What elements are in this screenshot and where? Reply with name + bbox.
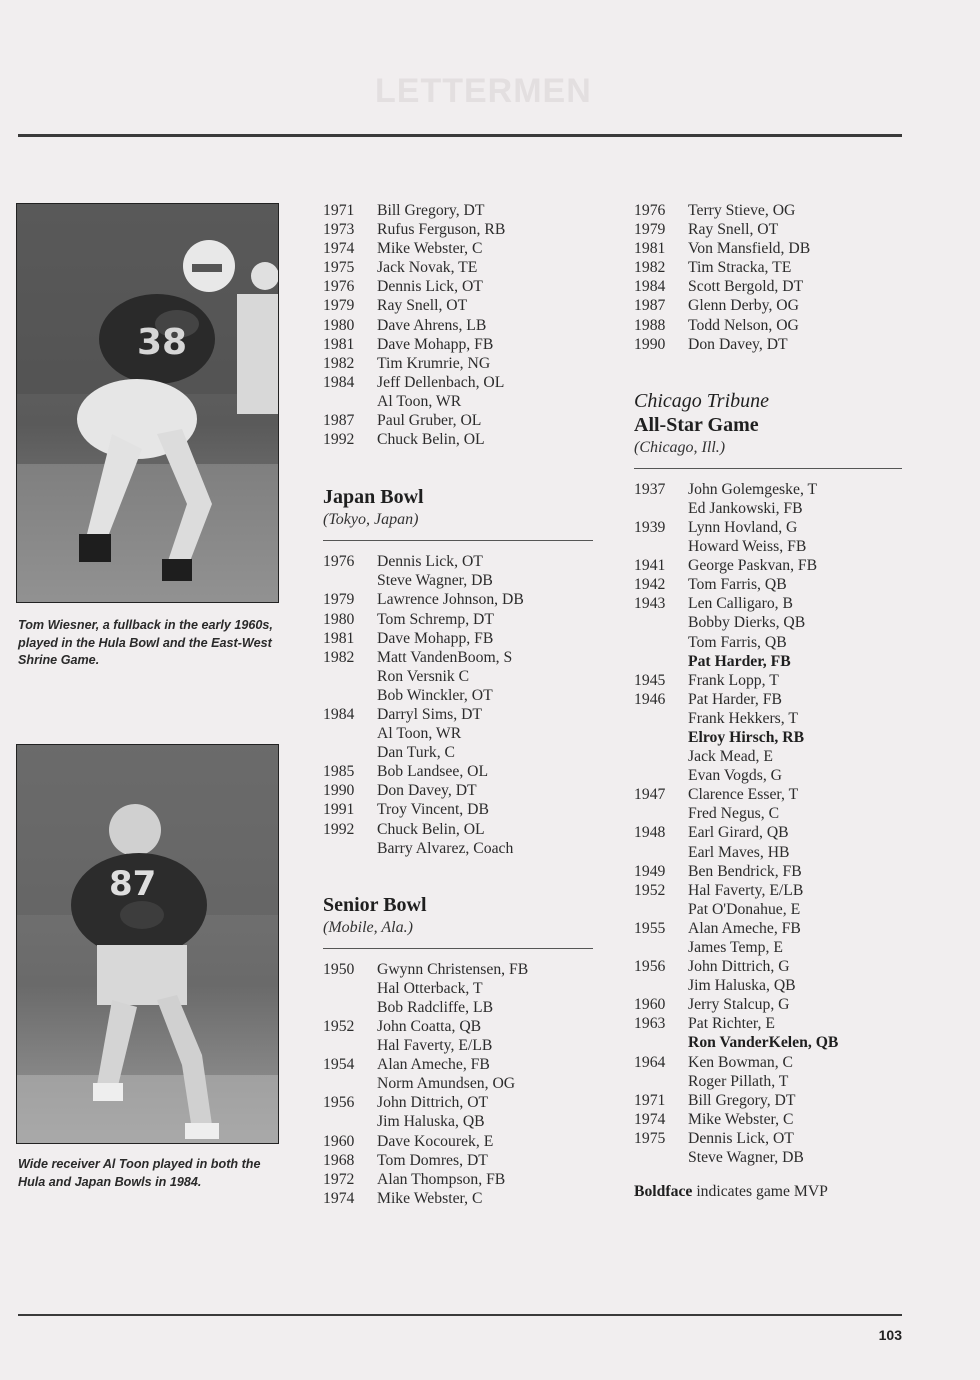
entry-name: Troy Vincent, DB <box>377 801 489 819</box>
entry-year: 1946 <box>634 690 666 708</box>
list-item <box>634 518 902 537</box>
entry-name: Dave Kocourek, E <box>377 1132 494 1150</box>
entry-year: 1976 <box>634 202 666 219</box>
entry-year: 1985 <box>323 763 355 781</box>
entry-year: 1984 <box>323 705 355 723</box>
entry-year: 1992 <box>323 431 355 449</box>
entry-name: Ken Bowman, C <box>688 1053 794 1071</box>
list-item <box>634 220 902 239</box>
entry-name: Ray Snell, OT <box>688 221 779 239</box>
list-item <box>634 862 902 881</box>
list-item <box>634 881 902 900</box>
entry-year: 1971 <box>323 202 355 219</box>
entry-year <box>634 1072 688 1091</box>
entry-name: Tom Domres, DT <box>377 1151 488 1169</box>
entry-year: 1979 <box>323 591 355 609</box>
entry-name: Bob Radcliffe, LB <box>377 998 494 1016</box>
entry-name: Jack Novak, TE <box>377 259 478 277</box>
list-item <box>323 667 593 686</box>
entry-name: Pat O'Donahue, E <box>688 900 801 918</box>
list-item <box>323 590 593 609</box>
senior-bowl-title: Senior Bowl <box>323 893 427 916</box>
entry-year: 1952 <box>323 1018 355 1035</box>
list-item <box>634 843 902 862</box>
list-item <box>634 499 902 518</box>
list-item <box>634 316 902 335</box>
mvp-note-text: indicates game MVP <box>692 1183 828 1201</box>
list-item <box>323 392 593 411</box>
jersey-number-38: 38 <box>137 322 188 363</box>
entry-year <box>323 839 377 858</box>
entry-name: Hal Faverty, E/LB <box>688 881 804 899</box>
list-item <box>323 373 593 392</box>
entry-name: Dennis Lick, OT <box>377 278 483 296</box>
senior-bowl-list <box>323 960 593 1208</box>
mvp-note-bold: Boldface <box>634 1183 693 1201</box>
list-item <box>323 686 593 705</box>
entry-name: Dennis Lick, OT <box>688 1129 794 1147</box>
entry-year: 1968 <box>323 1151 355 1169</box>
entry-year <box>323 1074 377 1093</box>
entry-name: Ron Versnik C <box>377 667 470 685</box>
entry-year: 1987 <box>323 412 355 430</box>
entry-name: Don Davey, DT <box>688 335 788 353</box>
top-rule <box>18 134 902 137</box>
japan-bowl-rule <box>323 540 593 541</box>
entry-name: Frank Lopp, T <box>688 671 779 689</box>
entry-name: John Golemgeske, T <box>688 480 818 498</box>
entry-year <box>323 686 377 705</box>
list-item <box>323 1132 593 1151</box>
entry-name: Evan Vogds, G <box>688 767 782 785</box>
list-item <box>323 201 593 220</box>
entry-year: 1988 <box>634 316 666 334</box>
entry-year: 1942 <box>634 576 666 594</box>
entry-year: 1976 <box>323 278 355 296</box>
list-item <box>323 296 593 315</box>
list-item <box>323 960 593 979</box>
entry-year: 1948 <box>634 824 666 842</box>
entry-name: Rufus Ferguson, RB <box>377 221 506 239</box>
senior-bowl-rule <box>323 948 593 949</box>
entry-name: Paul Gruber, OL <box>377 412 482 430</box>
entry-year <box>634 1033 688 1052</box>
entry-year: 1943 <box>634 595 666 613</box>
list-item <box>634 335 902 354</box>
entry-year: 1992 <box>323 820 355 838</box>
list-item <box>323 839 593 858</box>
entry-name: Pat Harder, FB <box>688 690 782 708</box>
entry-year: 1991 <box>323 801 355 819</box>
list-item <box>634 652 902 671</box>
entry-name: Mike Webster, C <box>377 240 483 258</box>
list-item <box>634 277 902 296</box>
list-item <box>634 480 902 499</box>
japan-bowl-list <box>323 552 593 858</box>
list-item <box>323 1170 593 1189</box>
list-item <box>634 995 902 1014</box>
list-item <box>323 258 593 277</box>
entry-year <box>634 499 688 518</box>
list-item <box>323 629 593 648</box>
entry-name: Tim Stracka, TE <box>688 259 792 277</box>
entry-name: Tim Krumrie, NG <box>377 354 491 372</box>
list-item <box>634 613 902 632</box>
entry-year: 1945 <box>634 671 666 689</box>
entry-year: 1979 <box>323 297 355 315</box>
entry-year: 1975 <box>634 1129 666 1147</box>
entry-name: Jim Haluska, QB <box>377 1113 485 1131</box>
entry-name: Von Mansfield, DB <box>688 240 811 258</box>
entry-year: 1990 <box>634 335 666 353</box>
list-item <box>634 201 902 220</box>
entry-name: Bob Landsee, OL <box>377 763 489 781</box>
entry-year <box>323 1112 377 1131</box>
chicago-tribune-title: Chicago Tribune <box>634 389 770 412</box>
entry-year: 1952 <box>634 881 666 899</box>
list-item <box>323 1093 593 1112</box>
list-item <box>323 1055 593 1074</box>
entry-year <box>323 743 377 762</box>
list-item <box>634 239 902 258</box>
entry-name: Hal Otterback, T <box>377 979 483 997</box>
list-item <box>634 823 902 842</box>
entry-name: Bill Gregory, DT <box>377 202 485 219</box>
entry-name: John Coatta, QB <box>377 1018 482 1035</box>
entry-name: Jim Haluska, QB <box>688 977 796 995</box>
list-item <box>323 335 593 354</box>
entry-year: 1980 <box>323 316 355 334</box>
entry-year: 1981 <box>634 240 666 258</box>
entry-year <box>323 724 377 743</box>
entry-year: 1980 <box>323 610 355 628</box>
list-item <box>634 1033 902 1052</box>
list-item <box>323 430 593 449</box>
entry-year: 1963 <box>634 1015 666 1033</box>
entry-name: Steve Wagner, DB <box>688 1149 804 1167</box>
list-item <box>323 979 593 998</box>
japan-bowl-title: Japan Bowl <box>323 486 424 509</box>
entry-year <box>634 938 688 957</box>
entry-year: 1956 <box>634 958 666 976</box>
entry-name: Scott Bergold, DT <box>688 278 804 296</box>
entry-year: 1990 <box>323 782 355 800</box>
list-item <box>634 296 902 315</box>
list-item <box>323 743 593 762</box>
list-item <box>323 1189 593 1208</box>
entry-year <box>634 804 688 823</box>
mvp-note <box>634 1182 902 1201</box>
list-item <box>634 1053 902 1072</box>
entry-year: 1974 <box>323 1189 355 1207</box>
list-item <box>634 785 902 804</box>
entry-name: Jerry Stalcup, G <box>688 996 790 1014</box>
entry-year <box>634 747 688 766</box>
entry-name: Bobby Dierks, QB <box>688 614 806 632</box>
list-item <box>323 354 593 373</box>
entry-name: Tom Farris, QB <box>688 576 787 594</box>
entry-name: Dave Mohapp, FB <box>377 335 494 353</box>
entry-year: 1979 <box>634 221 666 239</box>
list-item <box>634 633 902 652</box>
entry-name: Dave Mohapp, FB <box>377 629 494 647</box>
entry-year: 1941 <box>634 557 666 575</box>
entry-year <box>634 537 688 556</box>
list-item <box>323 411 593 430</box>
entry-year: 1973 <box>323 221 355 239</box>
entry-year: 1960 <box>634 996 666 1014</box>
entry-year: 1950 <box>323 960 355 978</box>
entry-year: 1984 <box>323 373 355 391</box>
entry-name: Roger Pillath, T <box>688 1072 789 1090</box>
entry-year <box>323 1036 377 1055</box>
east-west-continued-list <box>634 201 902 354</box>
entry-name: John Dittrich, G <box>688 958 790 976</box>
entry-name: Ed Jankowski, FB <box>688 499 803 517</box>
list-item <box>634 919 902 938</box>
list-item <box>634 1148 902 1167</box>
photo-tom-wiesner <box>16 203 279 603</box>
entry-year: 1964 <box>634 1053 666 1071</box>
chicago-rule <box>634 468 902 469</box>
list-item <box>323 1151 593 1170</box>
entry-name: Ben Bendrick, FB <box>688 862 802 880</box>
entry-name: Tom Schremp, DT <box>377 610 494 628</box>
chicago-all-star-list <box>634 480 902 1167</box>
entry-year: 1947 <box>634 786 666 804</box>
list-item <box>634 900 902 919</box>
list-item <box>323 220 593 239</box>
entry-name: George Paskvan, FB <box>688 557 818 575</box>
entry-year: 1974 <box>634 1110 666 1128</box>
page-number: 103 <box>878 1327 902 1343</box>
entry-year: 1982 <box>323 354 355 372</box>
entry-name-mvp: Ron VanderKelen, QB <box>688 1034 839 1052</box>
all-star-game-title: All-Star Game <box>634 413 759 436</box>
list-item <box>323 571 593 590</box>
list-item <box>323 705 593 724</box>
entry-year: 1982 <box>323 648 355 666</box>
entry-name-mvp: Pat Harder, FB <box>688 652 791 670</box>
entry-name: Al Toon, WR <box>377 392 462 410</box>
photo-caption-1: Tom Wiesner, a fullback in the early 1960s, played in the Hula Bowl and the East-West Shrine Game. <box>18 618 273 667</box>
entry-name: Norm Amundsen, OG <box>377 1075 516 1093</box>
entry-name: Dave Ahrens, LB <box>377 316 487 334</box>
entry-name: Ray Snell, OT <box>377 297 468 315</box>
entry-name-mvp: Elroy Hirsch, RB <box>688 728 805 746</box>
list-item <box>323 610 593 629</box>
entry-year <box>323 571 377 590</box>
list-item <box>323 1036 593 1055</box>
list-item <box>323 998 593 1017</box>
entry-year: 1981 <box>323 335 355 353</box>
list-item <box>323 820 593 839</box>
entry-name: Earl Maves, HB <box>688 843 790 861</box>
list-item <box>634 747 902 766</box>
entry-name: Fred Negus, C <box>688 805 780 823</box>
list-item <box>323 781 593 800</box>
list-item <box>323 1017 593 1036</box>
entry-name: James Temp, E <box>688 939 783 956</box>
entry-year: 1981 <box>323 629 355 647</box>
entry-year: 1949 <box>634 862 666 880</box>
entry-year: 1987 <box>634 297 666 315</box>
list-item <box>634 728 902 747</box>
entry-year <box>323 667 377 686</box>
list-item <box>634 1110 902 1129</box>
entry-name: Terry Stieve, OG <box>688 202 796 219</box>
list-item <box>323 552 593 571</box>
entry-year <box>634 633 688 652</box>
entry-name: Howard Weiss, FB <box>688 538 807 556</box>
entry-year <box>634 728 688 747</box>
entry-year <box>634 709 688 728</box>
list-item <box>323 724 593 743</box>
list-item <box>634 671 902 690</box>
list-item <box>634 690 902 709</box>
list-item <box>634 1014 902 1033</box>
list-item <box>634 537 902 556</box>
bottom-rule <box>18 1314 902 1316</box>
list-item <box>323 800 593 819</box>
column-middle <box>323 201 593 1208</box>
list-item <box>323 316 593 335</box>
list-item <box>323 239 593 258</box>
entry-year <box>634 843 688 862</box>
entry-name: Bob Winckler, OT <box>377 686 493 704</box>
list-item <box>634 594 902 613</box>
entry-name: Jack Mead, E <box>688 748 773 766</box>
list-item <box>323 277 593 296</box>
list-item <box>634 957 902 976</box>
faint-section-header: LETTERMEN <box>375 72 592 110</box>
photo-caption-2: Wide receiver Al Toon played in both the Hula and Japan Bowls in 1984. <box>18 1157 261 1189</box>
entry-name: Lynn Hovland, G <box>688 518 798 536</box>
list-item <box>634 804 902 823</box>
entry-name: Gwynn Christensen, FB <box>377 960 529 978</box>
column-right <box>634 201 902 1201</box>
entry-name: John Dittrich, OT <box>377 1094 489 1112</box>
chicago-location: (Chicago, Ill.) <box>634 438 726 456</box>
entry-year: 1937 <box>634 480 666 498</box>
list-item <box>323 1112 593 1131</box>
japan-bowl-location: (Tokyo, Japan) <box>323 511 419 529</box>
entry-year: 1982 <box>634 259 666 277</box>
entry-name: Barry Alvarez, Coach <box>377 839 514 857</box>
entry-year: 1956 <box>323 1094 355 1112</box>
entry-year <box>634 652 688 671</box>
entry-year <box>634 1148 688 1167</box>
entry-name: Frank Hekkers, T <box>688 709 798 727</box>
jersey-number-87: 87 <box>109 864 157 904</box>
entry-name: Lawrence Johnson, DB <box>377 591 524 609</box>
entry-year: 1984 <box>634 278 666 296</box>
entry-name: Darryl Sims, DT <box>377 705 483 723</box>
entry-name: Alan Ameche, FB <box>377 1056 490 1074</box>
entry-name: Glenn Derby, OG <box>688 297 799 315</box>
entry-name: Mike Webster, C <box>688 1110 794 1128</box>
entry-year: 1960 <box>323 1132 355 1150</box>
entry-name: Al Toon, WR <box>377 725 462 743</box>
entry-year: 1972 <box>323 1170 355 1188</box>
entry-year <box>634 976 688 995</box>
entry-name: Pat Richter, E <box>688 1015 775 1033</box>
entry-name: Alan Thompson, FB <box>377 1170 506 1188</box>
entry-name: Todd Nelson, OG <box>688 316 799 334</box>
entry-name: Hal Faverty, E/LB <box>377 1037 493 1055</box>
entry-name: Dan Turk, C <box>377 744 456 762</box>
list-item <box>323 1074 593 1093</box>
list-item <box>634 1072 902 1091</box>
entry-name: Bill Gregory, DT <box>688 1091 796 1109</box>
list-item <box>634 1129 902 1148</box>
entry-name: Don Davey, DT <box>377 782 477 800</box>
entry-name: Alan Ameche, FB <box>688 919 801 937</box>
list-item <box>323 762 593 781</box>
list-item <box>634 938 902 957</box>
entry-name: Chuck Belin, OL <box>377 820 485 838</box>
entry-year <box>323 998 377 1017</box>
entry-name: Steve Wagner, DB <box>377 572 493 590</box>
entry-year <box>634 613 688 632</box>
entry-year: 1974 <box>323 240 355 258</box>
entry-name: Chuck Belin, OL <box>377 431 485 449</box>
entry-name: Mike Webster, C <box>377 1189 483 1207</box>
photo-al-toon <box>16 744 279 1144</box>
entry-name: Jeff Dellenbach, OL <box>377 373 505 391</box>
entry-year: 1954 <box>323 1056 355 1074</box>
entry-name: Matt VandenBoom, S <box>377 648 513 666</box>
entry-year <box>634 766 688 785</box>
entry-year: 1976 <box>323 553 355 571</box>
senior-bowl-location: (Mobile, Ala.) <box>323 918 413 936</box>
entry-name: Dennis Lick, OT <box>377 553 483 571</box>
entry-year <box>634 900 688 919</box>
entry-year: 1975 <box>323 259 355 277</box>
entry-year: 1955 <box>634 919 666 937</box>
entry-year <box>323 979 377 998</box>
list-item <box>634 1091 902 1110</box>
entry-name: Tom Farris, QB <box>688 633 787 651</box>
list-item <box>634 976 902 995</box>
list-item <box>634 258 902 277</box>
list-item <box>634 575 902 594</box>
list-item <box>323 648 593 667</box>
entry-name: Earl Girard, QB <box>688 824 789 842</box>
hula-bowl-continued-list <box>323 201 593 449</box>
list-item <box>634 556 902 575</box>
list-item <box>634 766 902 785</box>
entry-name: Clarence Esser, T <box>688 786 799 804</box>
entry-name: Len Calligaro, B <box>688 595 793 613</box>
entry-year <box>323 392 377 411</box>
list-item <box>634 709 902 728</box>
entry-year: 1939 <box>634 518 666 536</box>
entry-year: 1971 <box>634 1091 666 1109</box>
